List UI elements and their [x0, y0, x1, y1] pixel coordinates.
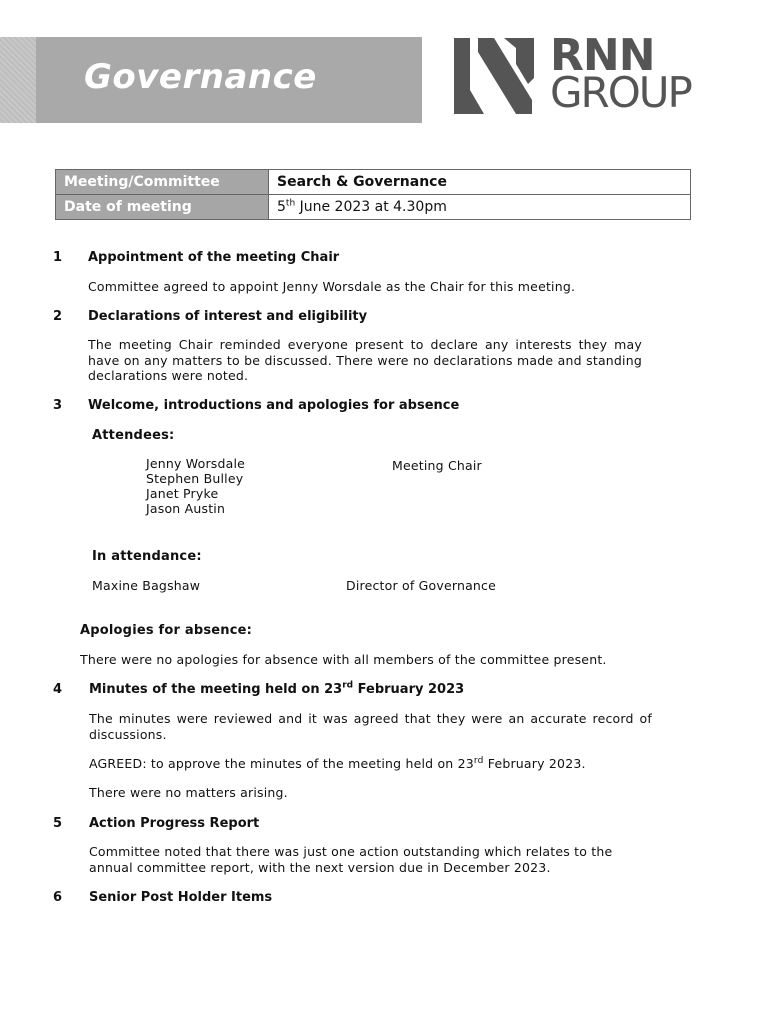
item-number-5: 5 [53, 816, 63, 831]
item-heading-2: Declarations of interest and eligibility [88, 309, 368, 324]
attendee-name: Jason Austin [146, 501, 226, 516]
banner-stripe [0, 37, 36, 123]
item-number-6: 6 [53, 890, 63, 905]
meta-row-committee [56, 170, 691, 195]
attendee-name: Stephen Bulley [146, 471, 244, 486]
item-agreed-4: AGREED: to approve the minutes of the meeting held on 23rd February 2023. [89, 755, 586, 771]
item-number-2: 2 [53, 309, 63, 324]
in-attendance-name: Maxine Bagshaw [92, 578, 201, 593]
chair-role: Meeting Chair [392, 458, 482, 473]
item-text-2: The meeting Chair reminded everyone present to declare any interests they may have on any matters to be discussed. There were no declarations made and standing declarations were noted. [88, 337, 642, 383]
attendees-label: Attendees: [92, 428, 175, 443]
meeting-meta-table [55, 169, 691, 220]
logo-text-group: GROUP [550, 68, 691, 117]
item-heading-5: Action Progress Report [89, 816, 260, 831]
apologies-label: Apologies for absence: [80, 623, 253, 638]
in-attendance-label: In attendance: [92, 549, 202, 564]
logo-text-rnn: RNN [550, 30, 655, 81]
item-number-4: 4 [53, 682, 63, 697]
item-number-1: 1 [53, 250, 63, 265]
meta-label-date: Date of meeting [56, 195, 269, 220]
rnn-group-logo [454, 30, 719, 117]
item-heading-6: Senior Post Holder Items [89, 890, 273, 905]
item-text-4: The minutes were reviewed and it was agreed that they were an accurate record of discussions. [89, 711, 652, 742]
in-attendance-role: Director of Governance [346, 578, 497, 593]
item-heading-3: Welcome, introductions and apologies for absence [88, 398, 460, 413]
attendee-name: Janet Pryke [146, 486, 219, 501]
apologies-text: There were no apologies for absence with all members of the committee present. [80, 652, 607, 667]
header-banner [0, 37, 422, 123]
item-heading-1: Appointment of the meeting Chair [88, 250, 340, 265]
meta-value-committee: Search & Governance [269, 170, 691, 195]
attendees-list [146, 456, 245, 516]
meta-value-date: 5th June 2023 at 4.30pm [269, 195, 691, 220]
item-heading-4: Minutes of the meeting held on 23rd February 2023 [89, 680, 465, 697]
item-text-1: Committee agreed to appoint Jenny Worsdale as the Chair for this meeting. [88, 279, 576, 294]
meta-label-committee: Meeting/Committee [56, 170, 269, 195]
item-matters-4: There were no matters arising. [89, 785, 288, 800]
banner-title: Governance [84, 57, 317, 97]
attendee-name: Jenny Worsdale [146, 456, 246, 471]
meta-row-date [56, 195, 691, 220]
item-text-5: Committee noted that there was just one action outstanding which relates to the annual committee report, with the next version due in December 2023. [89, 844, 613, 875]
item-number-3: 3 [53, 398, 63, 413]
rnn-logo-mark-icon [454, 38, 544, 114]
